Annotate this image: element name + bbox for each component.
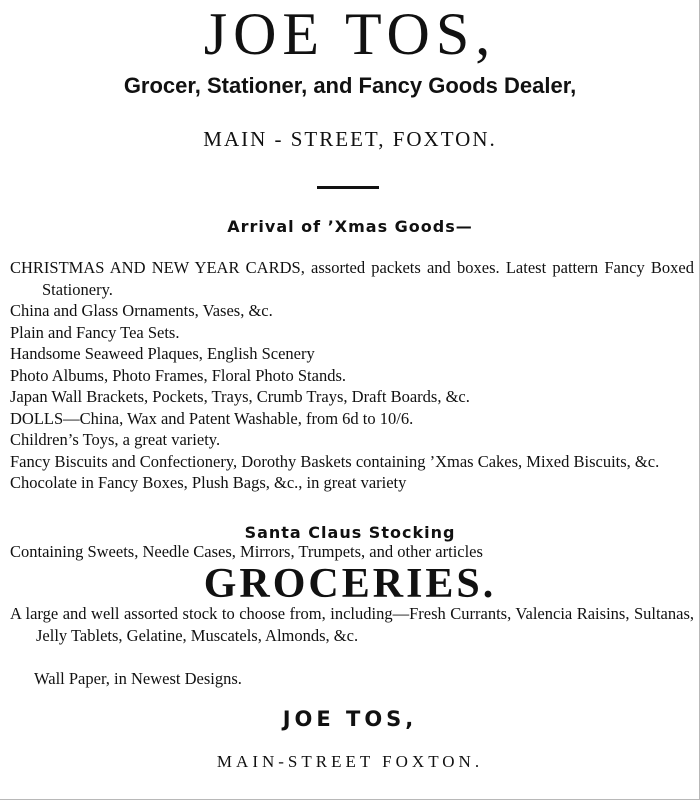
- goods-item-tea-sets: Plain and Fancy Tea Sets.: [10, 322, 180, 342]
- groceries-text: A large and well assorted stock to choose from, including—Fresh Currants, Valencia Raisins, Sultanas, Jelly Tablets, Gelatine, Muscatels, Almonds, &c.: [10, 604, 694, 645]
- shop-name-title: JOE TOS,: [203, 1, 497, 67]
- goods-item-china: China and Glass Ornaments, Vases, &c.: [10, 301, 273, 320]
- arrival-heading: Arrival of ’Xmas Goods—: [227, 217, 473, 236]
- goods-item-chocolate: Chocolate in Fancy Boxes, Plush Bags, &c., in great variety: [10, 473, 407, 492]
- stocking-heading: Santa Claus Stocking: [244, 523, 456, 542]
- goods-item-biscuits: Fancy Biscuits and Confectionery, Dorothy Baskets containing ’Xmas Cakes, Mixed Biscuits, &c.: [10, 451, 660, 471]
- goods-list: [10, 257, 694, 494]
- goods-item-toys: Children’s Toys, a great variety.: [10, 430, 221, 449]
- stocking-text: Containing Sweets, Needle Cases, Mirrors, Trumpets, and other articles: [10, 542, 483, 561]
- groceries-heading: GROCERIES.: [203, 561, 497, 607]
- signature-name: JOE TOS,: [282, 707, 418, 731]
- goods-item-cards: CHRISTMAS AND NEW YEAR CARDS, assorted packets and boxes. Latest pattern Fancy Boxed Stationery.: [10, 258, 694, 299]
- address-bottom: MAIN-STREET FOXTON.: [216, 752, 484, 771]
- divider-rule: [317, 186, 379, 189]
- goods-item-photo: Photo Albums, Photo Frames, Floral Photo Stands.: [10, 365, 346, 385]
- goods-item-dolls: DOLLS—China, Wax and Patent Washable, from 6d to 10/6.: [10, 408, 414, 428]
- address-top: MAIN - STREET, FOXTON.: [203, 127, 497, 151]
- wallpaper-text: Wall Paper, in Newest Designs.: [34, 669, 242, 688]
- trade-description: Grocer, Stationer, and Fancy Goods Dealer,: [123, 73, 577, 98]
- goods-item-japan-wall: Japan Wall Brackets, Pockets, Trays, Crumb Trays, Draft Boards, &c.: [10, 387, 470, 406]
- goods-item-plaques: Handsome Seaweed Plaques, English Scenery: [10, 344, 315, 363]
